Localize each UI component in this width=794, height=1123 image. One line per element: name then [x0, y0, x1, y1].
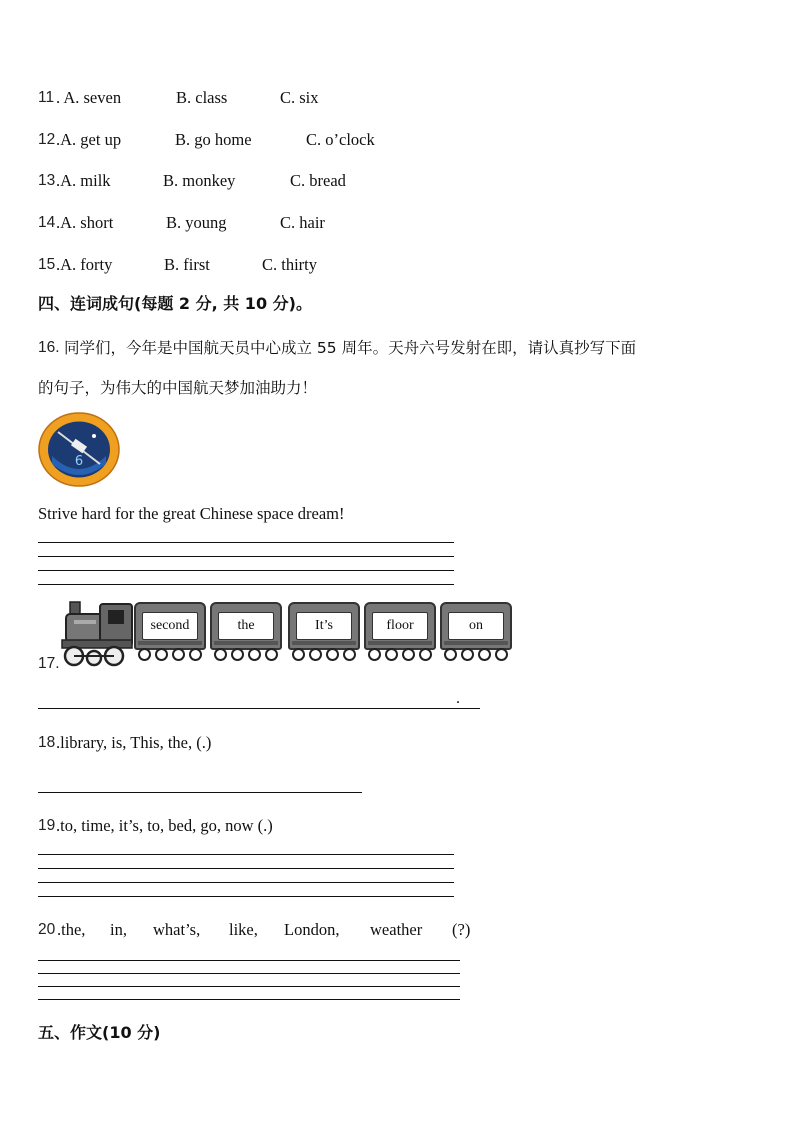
option-b: B. go home — [175, 130, 252, 149]
train-wheel — [138, 648, 151, 661]
question-18-answer-line[interactable] — [38, 792, 362, 793]
train-car-1 — [134, 602, 206, 650]
question-number: 15 — [38, 256, 56, 273]
option-a: .A. milk — [56, 171, 111, 190]
train-car-2 — [210, 602, 282, 650]
train-locomotive-icon — [60, 600, 134, 668]
option-c: C. o’clock — [306, 130, 375, 149]
writing-line — [38, 556, 454, 557]
train-car-5 — [440, 602, 512, 650]
question-16-sentence: Strive hard for the great Chinese space dream! — [38, 504, 345, 523]
writing-line — [38, 542, 454, 543]
train-wheel — [214, 648, 227, 661]
question-number: 14 — [38, 214, 56, 231]
train-wheel — [495, 648, 508, 661]
train-wheel — [155, 648, 168, 661]
question-number: 13 — [38, 172, 56, 189]
writing-line — [38, 986, 460, 987]
option-c: C. six — [280, 88, 319, 107]
writing-line — [38, 882, 454, 883]
option-c: C. thirty — [262, 255, 318, 274]
word-card: second — [142, 612, 198, 640]
option-b: B. monkey — [163, 171, 236, 190]
train-wheel — [309, 648, 322, 661]
word: in, — [110, 920, 127, 939]
option-b: B. first — [164, 255, 210, 274]
train-wheel — [231, 648, 244, 661]
train-car-3 — [288, 602, 360, 650]
option-b: B. class — [176, 88, 228, 107]
train-wheel — [172, 648, 185, 661]
train-wheel — [248, 648, 261, 661]
train-wheel — [292, 648, 305, 661]
question-17-answer-line[interactable] — [38, 708, 480, 709]
question-17-end-mark: . — [456, 690, 460, 707]
question-number: 20 — [38, 921, 56, 938]
word: weather — [370, 920, 423, 939]
question-16-instruction-line2: 的句子，为伟大的中国航天梦加油助力！ — [38, 379, 318, 397]
word-card: It’s — [296, 612, 352, 640]
question-17-number: 17. — [38, 655, 60, 672]
train-wheel — [265, 648, 278, 661]
writing-line — [38, 960, 460, 961]
train-wheel — [402, 648, 415, 661]
option-b: B. young — [166, 213, 227, 232]
train-wheel — [478, 648, 491, 661]
writing-line — [38, 868, 454, 869]
word: .the, — [57, 920, 86, 939]
word: like, — [229, 920, 258, 939]
section-5-heading: 五、作文(10 分) — [38, 1023, 161, 1042]
word: (?) — [452, 920, 471, 939]
train-wheel — [189, 648, 202, 661]
option-a: .A. get up — [56, 130, 122, 149]
word: what’s, — [153, 920, 201, 939]
writing-line — [38, 973, 460, 974]
option-a: .A. forty — [56, 255, 113, 274]
train-wheel — [385, 648, 398, 661]
writing-line — [38, 584, 454, 585]
writing-line — [38, 854, 454, 855]
writing-line — [38, 570, 454, 571]
train-wheel — [419, 648, 432, 661]
mission-badge-icon — [38, 412, 120, 487]
train-wheel — [368, 648, 381, 661]
word-card: the — [218, 612, 274, 640]
train-wheel — [343, 648, 356, 661]
writing-line — [38, 896, 454, 897]
svg-text:6: 6 — [74, 454, 84, 469]
word: London, — [284, 920, 340, 939]
option-a: .A. short — [56, 213, 114, 232]
writing-line — [38, 999, 460, 1000]
option-c: C. bread — [290, 171, 346, 190]
option-c: C. hair — [280, 213, 325, 232]
question-19-words: .to, time, it’s, to, bed, go, now (.) — [56, 816, 273, 835]
question-number: 11 — [38, 89, 55, 106]
question-18-number: 18 — [38, 734, 56, 751]
word-card: floor — [372, 612, 428, 640]
section-4-heading: 四、连词成句(每题 2 分, 共 10 分)。 — [38, 294, 312, 313]
train-wheel — [444, 648, 457, 661]
question-18-words: .library, is, This, the, (.) — [56, 733, 212, 752]
question-16-instruction-line1: 同学们，今年是中国航天员中心成立 55 周年。天舟六号发射在即，请认真抄写下面 — [64, 339, 637, 357]
question-number: 12 — [38, 131, 56, 148]
train-wheel — [461, 648, 474, 661]
word-card: on — [448, 612, 504, 640]
question-16-number: 16. — [38, 339, 60, 356]
train-car-4 — [364, 602, 436, 650]
question-19-number: 19 — [38, 817, 56, 834]
train-wheel — [326, 648, 339, 661]
option-a: . A. seven — [56, 88, 122, 107]
